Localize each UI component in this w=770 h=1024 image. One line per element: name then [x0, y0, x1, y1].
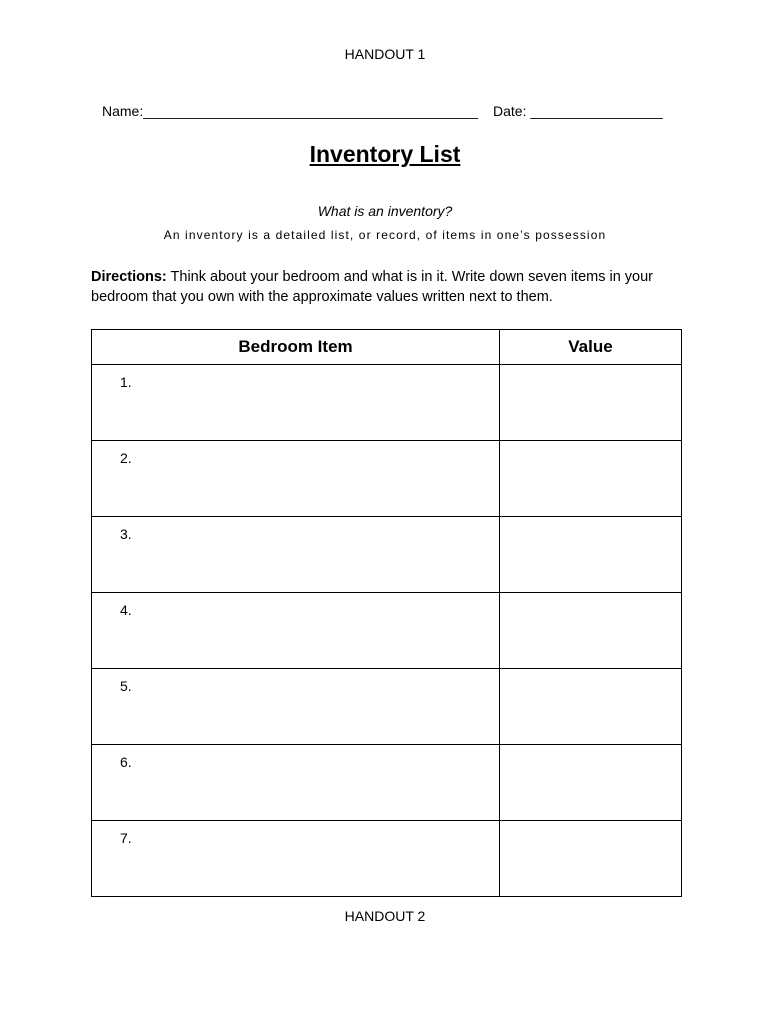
- row-number: 7.: [120, 830, 132, 846]
- row-number: 1.: [120, 374, 132, 390]
- directions-text: Think about your bedroom and what is in it. Write down seven items in your bedroom that you own with the approximate values written next to them.: [91, 269, 654, 305]
- value-cell[interactable]: [500, 517, 682, 593]
- table-row: [92, 669, 682, 745]
- item-cell[interactable]: [92, 517, 500, 593]
- name-field[interactable]: Name:___________________________________________: [102, 103, 479, 119]
- item-cell[interactable]: [92, 821, 500, 897]
- value-cell[interactable]: [500, 593, 682, 669]
- row-number: 6.: [120, 754, 132, 770]
- header-handout-label: HANDOUT 1: [344, 46, 426, 62]
- value-cell[interactable]: [500, 669, 682, 745]
- table-row: [92, 745, 682, 821]
- footer-handout-label: HANDOUT 2: [344, 908, 426, 924]
- column-header-bedroom-item: Bedroom Item: [92, 330, 500, 365]
- row-number: 4.: [120, 602, 132, 618]
- directions-label: Directions:: [91, 269, 167, 285]
- value-cell[interactable]: [500, 745, 682, 821]
- date-field[interactable]: Date: _________________: [493, 103, 663, 119]
- value-cell[interactable]: [500, 365, 682, 441]
- row-number: 2.: [120, 450, 132, 466]
- column-header-value: Value: [500, 330, 682, 365]
- page-title: Inventory List: [309, 141, 461, 167]
- row-number: 5.: [120, 678, 132, 694]
- table-row: [92, 365, 682, 441]
- item-cell[interactable]: [92, 745, 500, 821]
- table-row: [92, 441, 682, 517]
- table-row: [92, 821, 682, 897]
- value-cell[interactable]: [500, 441, 682, 517]
- table-row: [92, 517, 682, 593]
- table-header-row: [92, 330, 682, 365]
- directions-paragraph: [91, 267, 691, 307]
- item-cell[interactable]: [92, 441, 500, 517]
- item-cell[interactable]: [92, 593, 500, 669]
- subtitle-question: What is an inventory?: [317, 203, 453, 219]
- definition-text: An inventory is a detailed list, or record, of items in one’s possession: [163, 228, 607, 242]
- inventory-table: [91, 329, 682, 897]
- value-cell[interactable]: [500, 821, 682, 897]
- row-number: 3.: [120, 526, 132, 542]
- item-cell[interactable]: [92, 669, 500, 745]
- item-cell[interactable]: [92, 365, 500, 441]
- table-row: [92, 593, 682, 669]
